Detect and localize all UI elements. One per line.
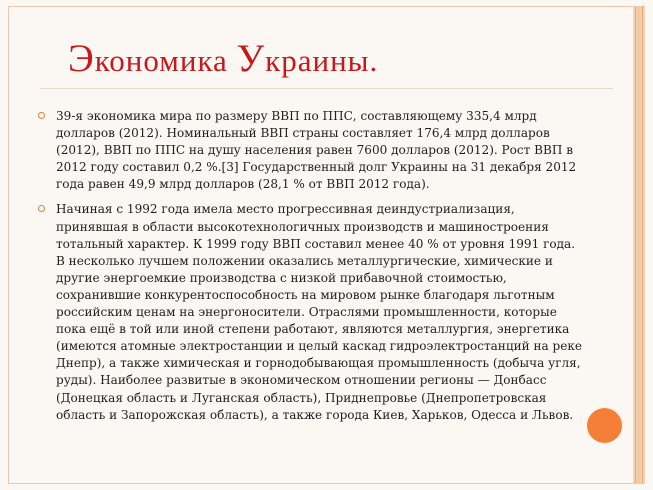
circle-bullet-icon: [38, 205, 45, 212]
title-word-1-rest: кономика: [94, 43, 237, 78]
bullet-text-1: 39-я экономика мира по размеру ВВП по ППС, составляющему 335,4 млрд долларов (2012). Номинальный ВВП страны составляет 176,4 млрд долларов (2012), ВВП по ППС на душу населения равен 7600 долларов (2012). Рост ВВП в 2012 году составил 0,2 %.[3] Государственный долг Украины на 31 декабря 2012 года равен 49,9 млрд долларов (28,1 % от ВВП 2012 года).: [56, 109, 577, 192]
bullet-text-2: Начиная с 1992 года имела место прогрессивная деиндустриализация, принявшая в области высокотехнологичных производств и машиностроения тотальный характер. К 1999 году ВВП составил менее 40 % от уровня 1991 года. В несколько лучшем положении оказались металлургические, химические и другие энергоемкие производства с низкой прибавочной стоимостью, сохранившие конкурентоспособность на мировом рынке благодаря льготным российским ценам на энергоносители. Отраслями промышленности, которые пока ещё в той или иной степени работают, являются металлургия, энергетика (имеются атомные электростанции и целый каскад гидроэлектростанций на реке Днепр), а также химическая и горнодобывающая промышленность (добыча угля, руды). Наиболее развитые в экономическом отношении регионы — Донбасс (Донецкая область и Луганская область), Приднепровье (Днепропетровская область и Запорожская область), а также города Киев, Харьков, Одесса и Львов.: [56, 202, 583, 422]
bullet-item-2: [38, 201, 586, 423]
bullet-item-1: [38, 108, 586, 193]
title-initial-2: У: [236, 37, 266, 80]
slide-content: [38, 108, 586, 468]
circle-bullet-icon: [38, 112, 45, 119]
title-divider: [40, 88, 613, 89]
right-decorative-stripe: [633, 6, 645, 484]
orange-circle-icon: [586, 407, 623, 444]
title-initial-1: Э: [68, 37, 95, 80]
title-word-2-rest: краины.: [265, 43, 379, 78]
slide-title: [68, 36, 378, 81]
